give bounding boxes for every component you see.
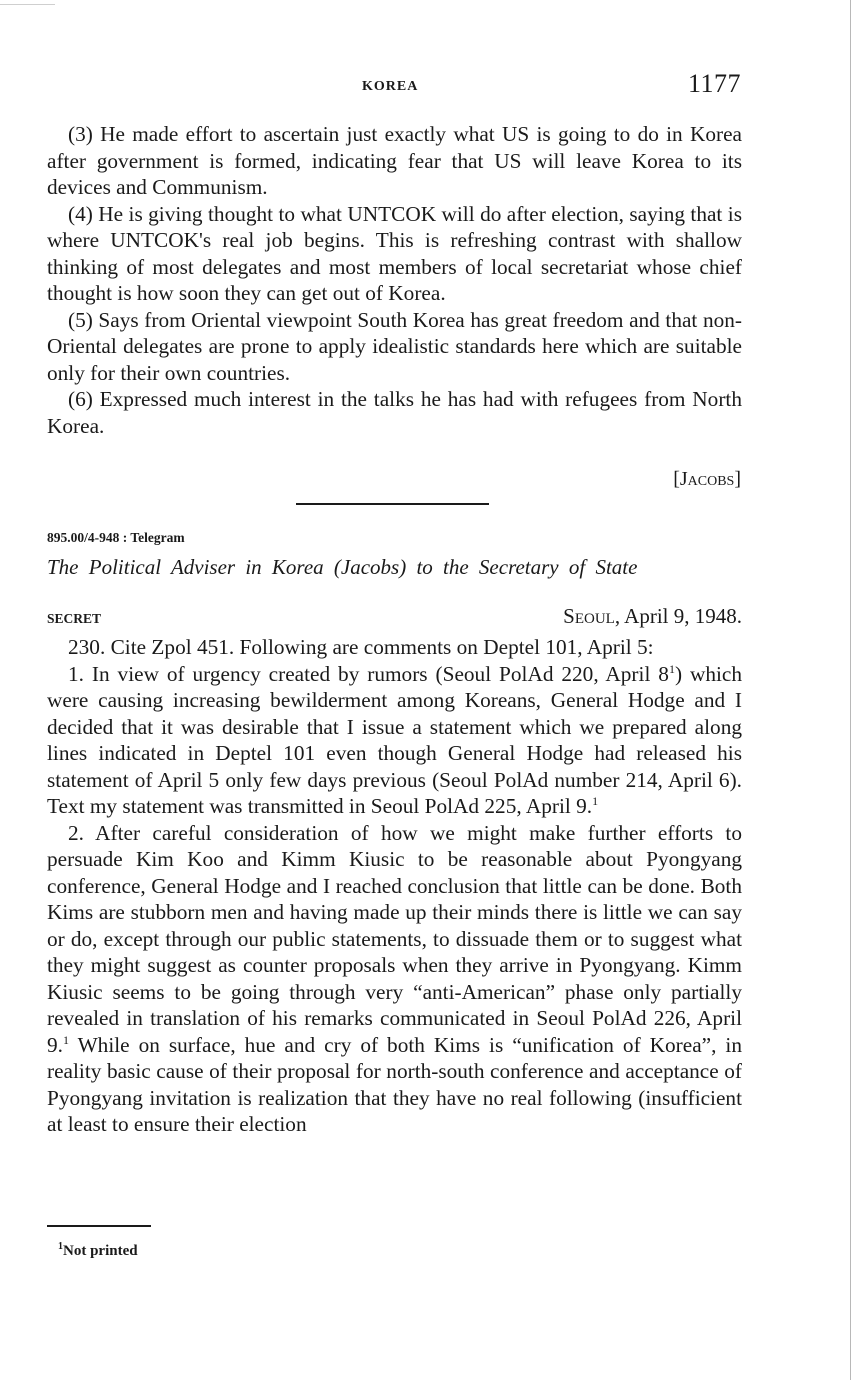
footnote-text: Not printed: [63, 1243, 138, 1259]
telegram-paragraph-2: 2. After careful consideration of how we might make further efforts to persuade Kim Koo and Kimm Kiusic to be reasonable about Pyongyang conference, General Hodge and I reached conclusion that little can be done. Both Kims are stubborn men and having made up their minds there is little we can say or do, except through our public statements, to dissuade them or to suggest what they might suggest as counter proposals when they arrive in Pyongyang. Kimm Kiusic seems to be going through very “anti-American” phase only partially revealed in translation of his remarks communicated in Seoul PolAd 226, April 9.$^1$ While on surface, hue and cry of both Kims is “unification of Korea”, in reality basic cause of their proposal for north-south conference and acceptance of Pyongyang invitation is realization that they have no real following (insufficient at least to ensure their election: [47, 820, 742, 1136]
signature-name: Jacobs: [679, 468, 735, 490]
item-4: (4) He is giving thought to what UNTCOK will do after election, saying that is where UNTCOK's real job begins. This is refreshing contrast with shallow thinking of most delegates and most members of local secretariat whose chief thought is how soon they can get out of Korea.: [47, 201, 742, 305]
item-5: (5) Says from Oriental viewpoint South Korea has great freedom and that non-Oriental delegates are prone to apply idealistic standards here which are suitable only for their own countries.: [47, 307, 742, 385]
telegram-intro-paragraph: 230. Cite Zpol 451. Following are comments on Deptel 101, April 5:: [68, 635, 654, 659]
telegram-paragraph-1: 1. In view of urgency created by rumors (Seoul PolAd 220, April 8$^1$) which were causing increasing bewilderment among Koreans, General Hodge and I decided that it was desirable that I issue a statement which we prepared along lines indicated in Deptel 101 even though General Hodge had released his statement of April 5 only few days previous (Seoul PolAd number 214, April 6). Text my statement was transmitted in Seoul PolAd 225, April 9.$^1$: [47, 661, 742, 818]
telegram-body: [47, 634, 742, 1138]
top-edge-mark: [0, 4, 55, 5]
page-number: 1177: [688, 69, 742, 98]
footnote-marker: 1: [58, 1241, 63, 1252]
page-edge-line: [850, 0, 851, 1380]
continued-message-body: [47, 121, 742, 439]
section-divider: [296, 503, 489, 505]
running-header-title: KOREA: [362, 79, 419, 94]
footnote: [58, 1241, 138, 1260]
footnote-ref: 1: [668, 661, 675, 676]
dateline: [563, 604, 742, 629]
item-6: (6) Expressed much interest in the talks he has had with refugees from North Korea.: [47, 387, 742, 438]
footnote-rule: [47, 1225, 151, 1227]
dateline-date: , April 9, 1948.: [614, 604, 742, 628]
item-3: (3) He made effort to ascertain just exactly what US is going to do in Korea after government is formed, indicating fear that US will leave Korea to its devices and Communism.: [47, 122, 742, 199]
footnote-ref: 1: [62, 1032, 69, 1047]
footnote-ref: 1: [592, 793, 599, 808]
document-title: The Political Adviser in Korea (Jacobs) to the Secretary of State: [47, 555, 638, 579]
signature: [Jacobs]: [673, 468, 741, 490]
classification-label: SECRET: [47, 611, 102, 626]
dateline-place: Seoul: [563, 604, 615, 628]
file-reference: 895.00/4-948 : Telegram: [47, 530, 185, 545]
